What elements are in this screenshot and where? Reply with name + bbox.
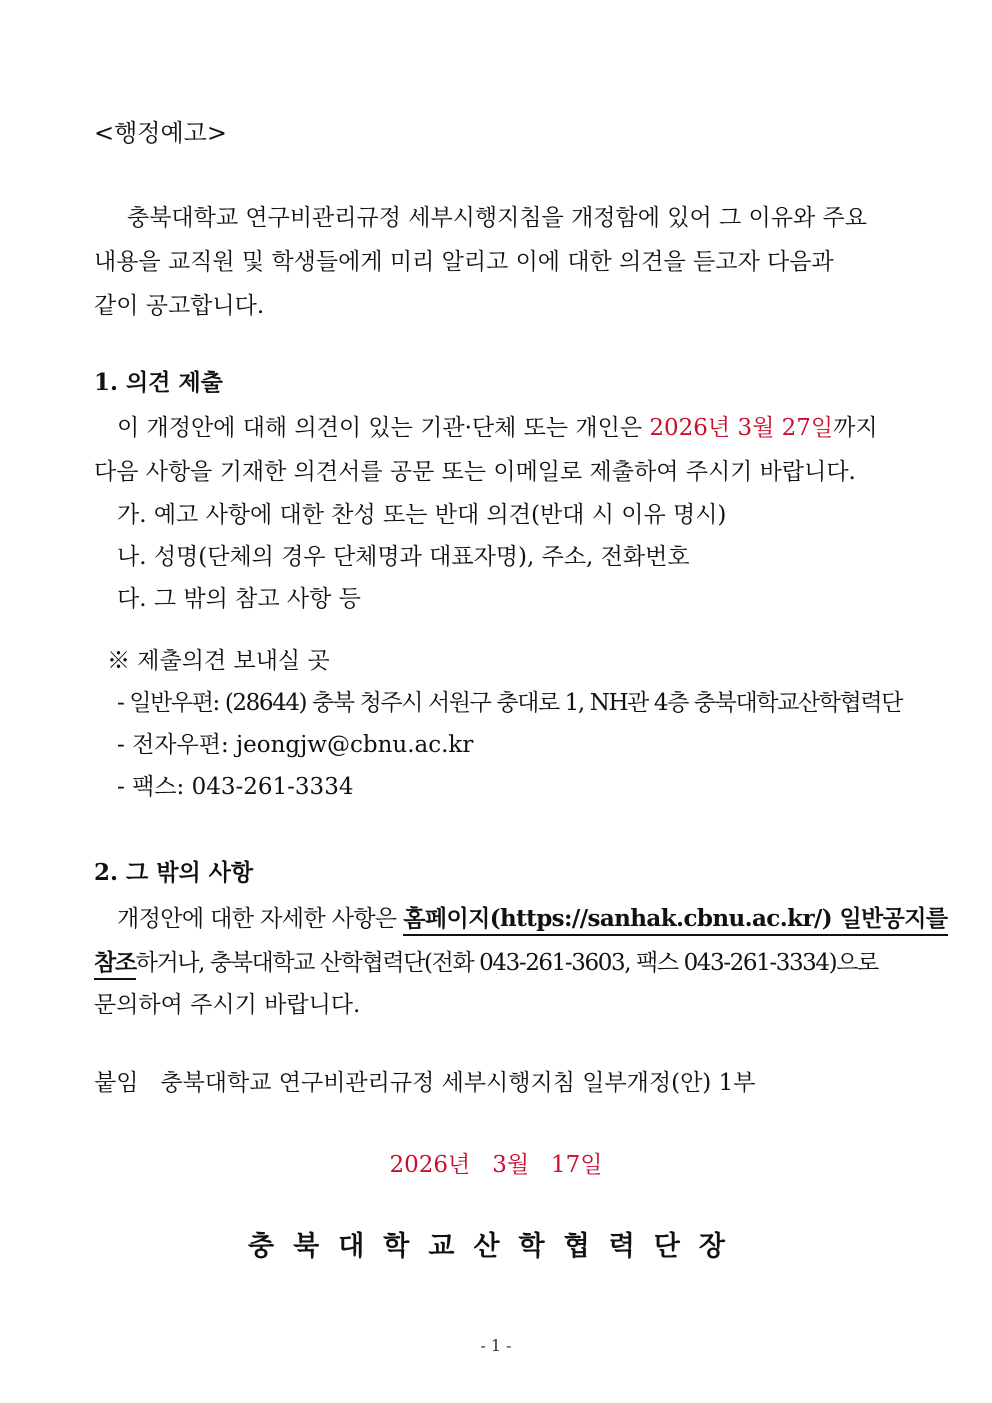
contact-email: - 전자우편: jeongjw@cbnu.ac.kr [117,732,474,758]
list-item-da: 다. 그 밖의 참고 사항 등 [117,586,361,612]
section2-line-2 [94,948,878,978]
section2-line-2-post: 하거나, 충북대학교 산학협력단(전화 043-261-3603, 팩스 043-261-3334)으로 [135,950,878,976]
list-item-ga: 가. 예고 사항에 대한 찬성 또는 반대 의견(반대 시 이유 명시) [117,502,727,528]
deadline-date: 2026년 3월 27일 [649,415,834,441]
intro-line-1: 충북대학교 연구비관리규정 세부시행지침을 개정함에 있어 그 이유와 주요 [127,205,867,231]
notice-title: <행정예고> [94,119,227,147]
submit-heading: ※ 제출의견 보내실 곳 [107,648,330,674]
section1-line-1-pre: 이 개정안에 대해 의견이 있는 기관·단체 또는 개인은 [117,415,650,441]
contact-postal: - 일반우편: (28644) 충북 청주시 서원구 충대로 1, NH관 4층 충북대학교산학협력단 [117,690,902,716]
section2-heading: 2. 그 밖의 사항 [94,859,254,886]
contact-fax: - 팩스: 043-261-3334 [117,774,354,800]
homepage-link-continued[interactable]: 참조 [94,949,136,980]
signer: 충북대학교산학협력단장 [248,1231,744,1262]
section1-line-1 [117,413,878,443]
intro-line-3: 같이 공고합니다. [94,293,265,319]
list-item-na: 나. 성명(단체의 경우 단체명과 대표자명), 주소, 전화번호 [117,544,690,570]
homepage-link[interactable]: 홈페이지(https://sanhak.cbnu.ac.kr/) 일반공지를 [403,905,947,936]
page-number: - 1 - [480,1336,512,1355]
notice-date: 2026년 3월 17일 [389,1152,603,1178]
attachment-line: 붙임 충북대학교 연구비관리규정 세부시행지침 일부개정(안) 1부 [94,1070,756,1096]
section1-heading: 1. 의견 제출 [94,369,223,396]
section2-line-1-pre: 개정안에 대한 자세한 사항은 [117,906,404,932]
section1-line-2: 다음 사항을 기재한 의견서를 공문 또는 이메일로 제출하여 주시기 바랍니다. [94,459,856,485]
section1-line-1-post: 까지 [833,415,878,441]
section2-line-3: 문의하여 주시기 바랍니다. [94,992,361,1018]
intro-line-2: 내용을 교직원 및 학생들에게 미리 알리고 이에 대한 의견을 듣고자 다음과 [94,249,834,275]
section2-line-1 [117,904,948,934]
